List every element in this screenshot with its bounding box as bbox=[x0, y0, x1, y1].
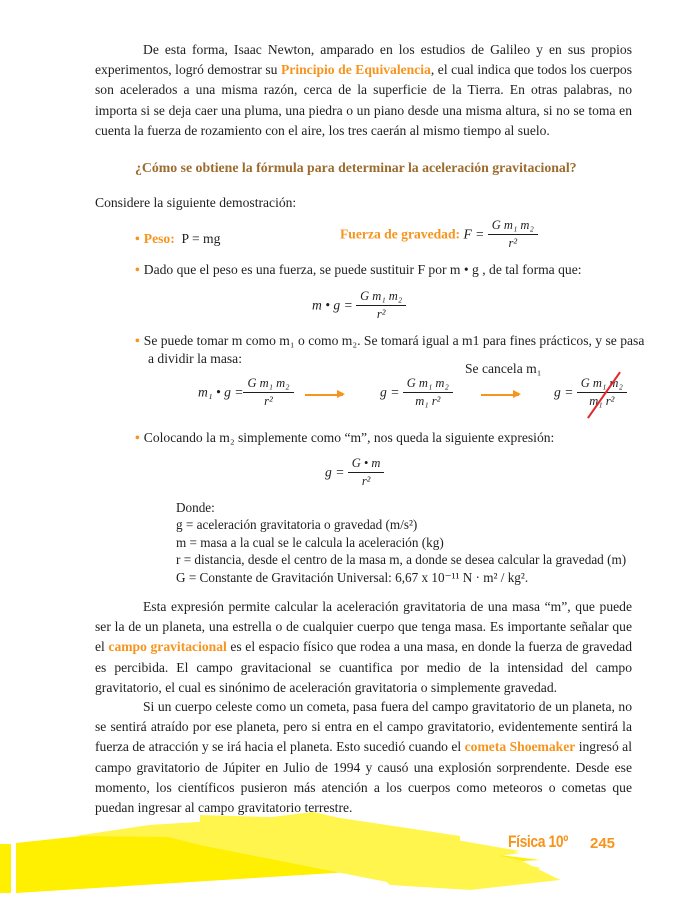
denominator: r² bbox=[508, 236, 518, 250]
fuerza-label: Fuerza de gravedad: bbox=[340, 226, 461, 242]
intro-text: Considere la siguiente demostración: bbox=[95, 195, 297, 210]
definition-G: G = Constante de Gravitación Universal: 6,67 x 10⁻¹¹ N · m² / kg². bbox=[176, 569, 529, 585]
text: Se puede tomar m como m₁ o como m₂. Se tomará igual a m1 para fines prácticos, y se pasa bbox=[143, 333, 645, 348]
definitions-title: Donde: bbox=[176, 500, 215, 515]
lhs: g = bbox=[380, 384, 400, 400]
highlight-campo-gravitacional: campo gravitacional bbox=[108, 639, 227, 655]
denominator: r² bbox=[376, 307, 386, 321]
text: , el cual indica que todos los cuerpos son acelerados a una misma razón, cerca de la superficie de la Tierra. En otras palabras, no importa si se deja caer una pluma, una piedra o un piano desde una misma altura, si no se toma en cuenta la fuerza de rozamiento con el aire, los tres caerán al mismo tiempo al suelo. bbox=[95, 62, 632, 138]
footer-subject: Física 10º bbox=[508, 832, 568, 851]
text: Colocando la m₂ simplemente como “m”, nos queda la siguiente expresión: bbox=[143, 430, 555, 445]
definition-m: m = masa a la cual se le calcula la aceleración (kg) bbox=[176, 534, 444, 550]
bullet-icon: • bbox=[135, 333, 140, 348]
numerator: G • m bbox=[348, 456, 385, 473]
bullet-icon: • bbox=[135, 430, 140, 445]
numerator: G m₁ m₂ bbox=[488, 218, 538, 235]
fuerza-lhs: F = bbox=[463, 226, 485, 242]
text: ingresó al campo gravitatorio de Júpiter en Julio de 1994 y causó una explosión sorprendente. Desde ese momento, los científicos pusieron más atención a los cuerpos como meteoros o cometas que puedan ingresar al campo gravitatorio terrestre. bbox=[95, 739, 632, 816]
highlight-cometa-shoemaker: cometa Shoemaker bbox=[464, 739, 576, 755]
denominator: m₁ r² bbox=[415, 394, 441, 408]
text: Dado que el peso es una fuerza, se puede sustituir F por m • g , de tal forma que: bbox=[143, 262, 582, 277]
definition-g: g = aceleración gravitatoria o gravedad (m/s²) bbox=[176, 517, 418, 533]
peso-label: Peso: bbox=[143, 231, 175, 246]
lhs: g = bbox=[325, 464, 345, 480]
numerator: G m₁ m₂ bbox=[243, 376, 293, 393]
page-number: 245 bbox=[580, 821, 625, 866]
denominator: r² bbox=[361, 474, 371, 488]
denominator: m₁ r² bbox=[589, 394, 615, 408]
peso-formula: P = mg bbox=[181, 231, 221, 246]
highlight-principio-equivalencia: Principio de Equivalencia bbox=[280, 62, 431, 78]
lhs: m • g = bbox=[312, 297, 353, 313]
denominator: r² bbox=[264, 394, 273, 408]
text: es el espacio físico que rodea a una masa, en donde la fuerza de gravedad es percibida. El campo gravitacional se cuantifica por medio de la intensidad del campo gravitatorio, el cual es sinónimo de aceleración gravitatoria o simplemente gravedad. bbox=[95, 639, 632, 695]
bullet-icon: • bbox=[135, 262, 140, 277]
numerator: G m₁ m₂ bbox=[356, 289, 406, 306]
definition-r: r = distancia, desde el centro de la masa m, a donde se desea calcular la gravedad (m) bbox=[176, 552, 627, 568]
section-heading: ¿Cómo se obtiene la fórmula para determinar la aceleración gravitacional? bbox=[135, 160, 577, 175]
text: Esta expresión permite calcular la aceleración gravitatoria de una masa “m”, que puede ser la de un planeta, una estrella o de cualquier cuerpo que tenga masa. Es importante señalar que el bbox=[95, 599, 632, 655]
bullet-icon: • bbox=[135, 231, 140, 246]
lhs: g = bbox=[554, 384, 574, 400]
text: Si un cuerpo celeste como un cometa, pasa fuera del campo gravitatorio de un planeta, no se sentirá atraído por ese planeta, pero si entra en el campo gravitatorio, evidentemente sentirá la fuerza de atracción y se irá hacia el planeta. Esto sucedió cuando el bbox=[95, 699, 632, 755]
numerator: G m₁ m₂ bbox=[577, 376, 627, 393]
numerator: G m₁ m₂ bbox=[403, 376, 453, 393]
text: De esta forma, Isaac Newton, amparado en los estudios de Galileo y en sus propios experimentos, logró demostrar su bbox=[95, 42, 632, 78]
lhs: m₁ • g = bbox=[198, 384, 244, 400]
cancel-note: Se cancela m₁ bbox=[465, 361, 542, 376]
bullet-tomar-m-cont: a dividir la masa: bbox=[148, 351, 242, 366]
